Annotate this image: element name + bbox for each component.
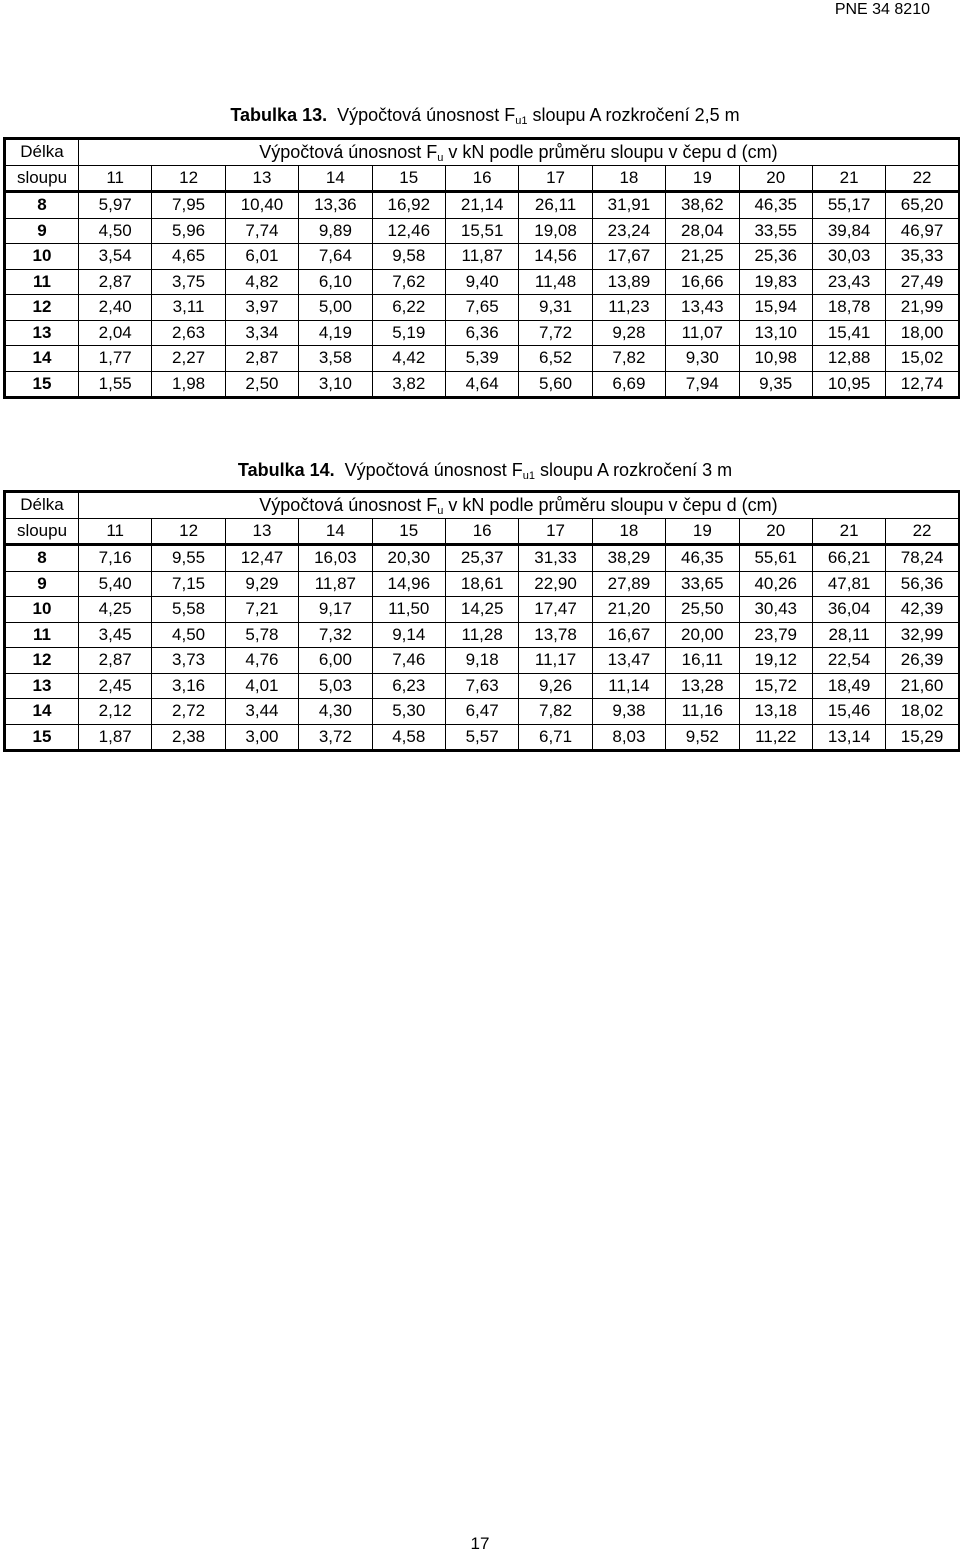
page-number: 17 <box>470 1534 490 1553</box>
table-row <box>5 192 960 219</box>
table-cell: 3,00 <box>225 724 298 751</box>
table-13-grid <box>3 137 960 399</box>
table-cell: 46,35 <box>666 545 739 572</box>
table-cell: 16,66 <box>666 269 739 295</box>
diameter-header: 12 <box>152 518 225 545</box>
diameter-header: 11 <box>79 518 152 545</box>
table-cell: 4,42 <box>372 346 445 372</box>
table-cell: 11,50 <box>372 597 445 623</box>
diameter-header: 22 <box>886 165 959 192</box>
table-cell: 3,97 <box>225 295 298 321</box>
table-cell: 40,26 <box>739 571 812 597</box>
diameter-header: 21 <box>812 518 885 545</box>
row-length: 8 <box>5 192 79 219</box>
table-cell: 4,50 <box>152 622 225 648</box>
table-cell: 5,60 <box>519 371 592 398</box>
table-cell: 11,87 <box>445 244 518 270</box>
table-cell: 46,35 <box>739 192 812 219</box>
table-13-caption <box>0 84 960 126</box>
table-cell: 11,28 <box>445 622 518 648</box>
table-cell: 26,39 <box>886 648 959 674</box>
table-cell: 13,28 <box>666 673 739 699</box>
table-14-label: Tabulka 14. <box>237 460 335 480</box>
table-cell: 4,64 <box>445 371 518 398</box>
row-header-top: Délka <box>5 492 79 519</box>
table-cell: 18,02 <box>886 699 959 725</box>
table-cell: 15,41 <box>812 320 885 346</box>
table-cell: 32,99 <box>886 622 959 648</box>
diameter-header: 19 <box>666 165 739 192</box>
table-cell: 12,74 <box>886 371 959 398</box>
row-header-bottom: sloupu <box>5 165 79 192</box>
table-cell: 9,40 <box>445 269 518 295</box>
table-cell: 33,55 <box>739 218 812 244</box>
table-14-caption-subscript: u1 <box>522 470 535 482</box>
table-row <box>5 320 960 346</box>
table-cell: 3,75 <box>152 269 225 295</box>
table-cell: 6,52 <box>519 346 592 372</box>
table-cell: 46,97 <box>886 218 959 244</box>
table-cell: 20,00 <box>666 622 739 648</box>
table-cell: 3,44 <box>225 699 298 725</box>
table-cell: 35,33 <box>886 244 959 270</box>
table-cell: 3,58 <box>299 346 372 372</box>
diameter-header: 22 <box>886 518 959 545</box>
row-header-bottom: sloupu <box>5 518 79 545</box>
column-group-header: Výpočtová únosnost $F_u$ v kN podle průměru sloupu v čepu d (cm) <box>79 492 960 519</box>
table-cell: 13,43 <box>666 295 739 321</box>
table-cell: 31,33 <box>519 545 592 572</box>
table-cell: 10,40 <box>225 192 298 219</box>
table-cell: 11,07 <box>666 320 739 346</box>
table-14-caption-text: Výpočtová únosnost F <box>344 460 523 480</box>
table-cell: 3,10 <box>299 371 372 398</box>
table-cell: 36,04 <box>812 597 885 623</box>
column-group-header: Výpočtová únosnost $F_u$ v kN podle průměru sloupu v čepu d (cm) <box>79 139 960 166</box>
diameter-header: 15 <box>372 518 445 545</box>
table-cell: 55,61 <box>739 545 812 572</box>
table-cell: 7,94 <box>666 371 739 398</box>
table-cell: 9,28 <box>592 320 665 346</box>
table-cell: 3,34 <box>225 320 298 346</box>
table-cell: 7,46 <box>372 648 445 674</box>
table-cell: 15,29 <box>886 724 959 751</box>
row-length: 14 <box>5 699 79 725</box>
table-14-caption-suffix: sloupu A rozkročení 3 m <box>535 460 733 480</box>
table-row <box>5 597 960 623</box>
table-cell: 14,96 <box>372 571 445 597</box>
row-length: 10 <box>5 244 79 270</box>
table-cell: 38,29 <box>592 545 665 572</box>
table-cell: 6,69 <box>592 371 665 398</box>
table-cell: 55,17 <box>812 192 885 219</box>
table-cell: 18,49 <box>812 673 885 699</box>
diameter-header: 19 <box>666 518 739 545</box>
table-cell: 13,18 <box>739 699 812 725</box>
table-cell: 25,50 <box>666 597 739 623</box>
table-row <box>5 545 960 572</box>
table-cell: 7,74 <box>225 218 298 244</box>
diameter-header: 11 <box>79 165 152 192</box>
table-cell: 65,20 <box>886 192 959 219</box>
table-row <box>5 673 960 699</box>
row-length: 13 <box>5 320 79 346</box>
table-cell: 7,32 <box>299 622 372 648</box>
row-length: 9 <box>5 571 79 597</box>
table-cell: 9,58 <box>372 244 445 270</box>
table-cell: 9,38 <box>592 699 665 725</box>
table-cell: 38,62 <box>666 192 739 219</box>
row-length: 9 <box>5 218 79 244</box>
table-cell: 13,78 <box>519 622 592 648</box>
diameter-header: 18 <box>592 518 665 545</box>
table-cell: 27,89 <box>592 571 665 597</box>
table-row <box>5 622 960 648</box>
diameter-header: 14 <box>299 518 372 545</box>
table-cell: 2,63 <box>152 320 225 346</box>
table-cell: 21,14 <box>445 192 518 219</box>
table-cell: 7,82 <box>519 699 592 725</box>
table-cell: 3,11 <box>152 295 225 321</box>
diameter-header-row <box>5 165 960 192</box>
table-cell: 5,40 <box>79 571 152 597</box>
table-cell: 22,54 <box>812 648 885 674</box>
table-cell: 5,00 <box>299 295 372 321</box>
table-cell: 9,35 <box>739 371 812 398</box>
table-cell: 13,14 <box>812 724 885 751</box>
table-cell: 9,17 <box>299 597 372 623</box>
table-cell: 3,82 <box>372 371 445 398</box>
table-13-caption-subscript: u1 <box>515 115 528 127</box>
table-cell: 47,81 <box>812 571 885 597</box>
table-cell: 11,48 <box>519 269 592 295</box>
table-cell: 4,01 <box>225 673 298 699</box>
table-cell: 13,89 <box>592 269 665 295</box>
table-cell: 18,78 <box>812 295 885 321</box>
table-cell: 39,84 <box>812 218 885 244</box>
row-length: 12 <box>5 648 79 674</box>
table-cell: 16,11 <box>666 648 739 674</box>
diameter-header: 21 <box>812 165 885 192</box>
table-cell: 7,65 <box>445 295 518 321</box>
table-cell: 3,16 <box>152 673 225 699</box>
table-cell: 21,20 <box>592 597 665 623</box>
table-cell: 7,64 <box>299 244 372 270</box>
table-cell: 66,21 <box>812 545 885 572</box>
table-14 <box>3 490 960 752</box>
table-14-caption <box>0 439 960 481</box>
table-14-grid <box>3 490 960 752</box>
table-cell: 7,21 <box>225 597 298 623</box>
table-cell: 9,52 <box>666 724 739 751</box>
table-cell: 5,97 <box>79 192 152 219</box>
table-cell: 2,72 <box>152 699 225 725</box>
row-length: 8 <box>5 545 79 572</box>
table-cell: 5,96 <box>152 218 225 244</box>
row-length: 11 <box>5 269 79 295</box>
table-row <box>5 218 960 244</box>
table-cell: 2,50 <box>225 371 298 398</box>
table-cell: 4,30 <box>299 699 372 725</box>
table-cell: 30,03 <box>812 244 885 270</box>
table-cell: 3,72 <box>299 724 372 751</box>
table-cell: 6,36 <box>445 320 518 346</box>
table-cell: 18,00 <box>886 320 959 346</box>
table-cell: 6,10 <box>299 269 372 295</box>
table-cell: 7,95 <box>152 192 225 219</box>
table-cell: 3,73 <box>152 648 225 674</box>
table-cell: 15,72 <box>739 673 812 699</box>
table-cell: 19,83 <box>739 269 812 295</box>
row-length: 15 <box>5 724 79 751</box>
table-row <box>5 724 960 751</box>
table-cell: 2,38 <box>152 724 225 751</box>
table-13-body <box>5 192 960 398</box>
row-length: 13 <box>5 673 79 699</box>
table-cell: 4,76 <box>225 648 298 674</box>
table-cell: 28,04 <box>666 218 739 244</box>
table-cell: 15,02 <box>886 346 959 372</box>
table-cell: 15,51 <box>445 218 518 244</box>
table-cell: 7,63 <box>445 673 518 699</box>
table-cell: 5,19 <box>372 320 445 346</box>
table-cell: 11,87 <box>299 571 372 597</box>
table-cell: 4,25 <box>79 597 152 623</box>
table-cell: 25,36 <box>739 244 812 270</box>
table-cell: 30,43 <box>739 597 812 623</box>
diameter-header: 13 <box>225 165 298 192</box>
table-cell: 4,50 <box>79 218 152 244</box>
table-cell: 1,55 <box>79 371 152 398</box>
table-14-body <box>5 545 960 751</box>
table-row <box>5 269 960 295</box>
table-cell: 1,77 <box>79 346 152 372</box>
table-cell: 2,87 <box>79 648 152 674</box>
table-cell: 17,67 <box>592 244 665 270</box>
table-row <box>5 295 960 321</box>
table-cell: 3,45 <box>79 622 152 648</box>
table-cell: 12,46 <box>372 218 445 244</box>
table-cell: 15,94 <box>739 295 812 321</box>
table-cell: 42,39 <box>886 597 959 623</box>
table-cell: 5,03 <box>299 673 372 699</box>
document-code: PNE 34 8210 <box>834 1 930 18</box>
table-cell: 16,03 <box>299 545 372 572</box>
table-cell: 9,14 <box>372 622 445 648</box>
table-cell: 19,12 <box>739 648 812 674</box>
table-cell: 9,30 <box>666 346 739 372</box>
table-cell: 11,14 <box>592 673 665 699</box>
diameter-header: 16 <box>445 165 518 192</box>
table-cell: 7,62 <box>372 269 445 295</box>
table-13-caption-suffix: sloupu A rozkročení 2,5 m <box>527 105 740 125</box>
table-cell: 9,26 <box>519 673 592 699</box>
table-cell: 13,47 <box>592 648 665 674</box>
table-cell: 21,60 <box>886 673 959 699</box>
table-13-label: Tabulka 13. <box>230 105 328 125</box>
table-cell: 9,29 <box>225 571 298 597</box>
table-cell: 21,99 <box>886 295 959 321</box>
table-row <box>5 648 960 674</box>
table-cell: 9,89 <box>299 218 372 244</box>
table-cell: 7,16 <box>79 545 152 572</box>
table-cell: 11,17 <box>519 648 592 674</box>
table-cell: 6,00 <box>299 648 372 674</box>
table-cell: 4,82 <box>225 269 298 295</box>
table-cell: 4,19 <box>299 320 372 346</box>
table-cell: 13,10 <box>739 320 812 346</box>
diameter-header: 15 <box>372 165 445 192</box>
table-cell: 19,08 <box>519 218 592 244</box>
row-header-top: Délka <box>5 139 79 166</box>
table-cell: 9,31 <box>519 295 592 321</box>
diameter-header: 13 <box>225 518 298 545</box>
table-cell: 31,91 <box>592 192 665 219</box>
diameter-header: 20 <box>739 518 812 545</box>
table-cell: 2,04 <box>79 320 152 346</box>
table-row <box>5 346 960 372</box>
table-cell: 1,87 <box>79 724 152 751</box>
diameter-header: 16 <box>445 518 518 545</box>
table-13 <box>3 137 960 399</box>
row-length: 15 <box>5 371 79 398</box>
table-cell: 2,27 <box>152 346 225 372</box>
table-cell: 5,57 <box>445 724 518 751</box>
table-cell: 9,55 <box>152 545 225 572</box>
table-cell: 4,65 <box>152 244 225 270</box>
table-cell: 12,47 <box>225 545 298 572</box>
row-length: 10 <box>5 597 79 623</box>
table-cell: 10,95 <box>812 371 885 398</box>
row-length: 11 <box>5 622 79 648</box>
table-cell: 27,49 <box>886 269 959 295</box>
table-cell: 7,82 <box>592 346 665 372</box>
table-cell: 8,03 <box>592 724 665 751</box>
diameter-header-row <box>5 518 960 545</box>
table-cell: 6,22 <box>372 295 445 321</box>
table-cell: 11,16 <box>666 699 739 725</box>
table-cell: 22,90 <box>519 571 592 597</box>
table-cell: 6,23 <box>372 673 445 699</box>
table-cell: 3,54 <box>79 244 152 270</box>
table-cell: 16,67 <box>592 622 665 648</box>
table-cell: 2,45 <box>79 673 152 699</box>
diameter-header: 14 <box>299 165 372 192</box>
table-cell: 2,12 <box>79 699 152 725</box>
table-cell: 25,37 <box>445 545 518 572</box>
table-cell: 6,47 <box>445 699 518 725</box>
table-cell: 20,30 <box>372 545 445 572</box>
table-cell: 21,25 <box>666 244 739 270</box>
table-cell: 2,87 <box>79 269 152 295</box>
table-cell: 5,39 <box>445 346 518 372</box>
table-cell: 26,11 <box>519 192 592 219</box>
table-13-caption-text: Výpočtová únosnost F <box>337 105 516 125</box>
diameter-header: 20 <box>739 165 812 192</box>
table-cell: 18,61 <box>445 571 518 597</box>
table-cell: 4,58 <box>372 724 445 751</box>
table-cell: 11,23 <box>592 295 665 321</box>
table-cell: 9,18 <box>445 648 518 674</box>
row-length: 12 <box>5 295 79 321</box>
table-cell: 7,72 <box>519 320 592 346</box>
table-cell: 6,01 <box>225 244 298 270</box>
table-row <box>5 244 960 270</box>
diameter-header: 12 <box>152 165 225 192</box>
diameter-header: 17 <box>519 165 592 192</box>
table-cell: 23,79 <box>739 622 812 648</box>
table-cell: 10,98 <box>739 346 812 372</box>
table-cell: 33,65 <box>666 571 739 597</box>
table-cell: 17,47 <box>519 597 592 623</box>
table-cell: 16,92 <box>372 192 445 219</box>
table-row <box>5 371 960 398</box>
table-cell: 2,40 <box>79 295 152 321</box>
table-cell: 56,36 <box>886 571 959 597</box>
diameter-header: 17 <box>519 518 592 545</box>
table-row <box>5 699 960 725</box>
table-row <box>5 571 960 597</box>
table-cell: 2,87 <box>225 346 298 372</box>
table-cell: 23,43 <box>812 269 885 295</box>
table-cell: 5,30 <box>372 699 445 725</box>
table-cell: 11,22 <box>739 724 812 751</box>
table-cell: 23,24 <box>592 218 665 244</box>
table-cell: 5,78 <box>225 622 298 648</box>
table-cell: 1,98 <box>152 371 225 398</box>
table-cell: 12,88 <box>812 346 885 372</box>
table-cell: 14,25 <box>445 597 518 623</box>
table-cell: 78,24 <box>886 545 959 572</box>
table-cell: 6,71 <box>519 724 592 751</box>
table-cell: 14,56 <box>519 244 592 270</box>
row-length: 14 <box>5 346 79 372</box>
table-cell: 7,15 <box>152 571 225 597</box>
table-cell: 13,36 <box>299 192 372 219</box>
table-cell: 15,46 <box>812 699 885 725</box>
table-cell: 5,58 <box>152 597 225 623</box>
table-cell: 28,11 <box>812 622 885 648</box>
diameter-header: 18 <box>592 165 665 192</box>
